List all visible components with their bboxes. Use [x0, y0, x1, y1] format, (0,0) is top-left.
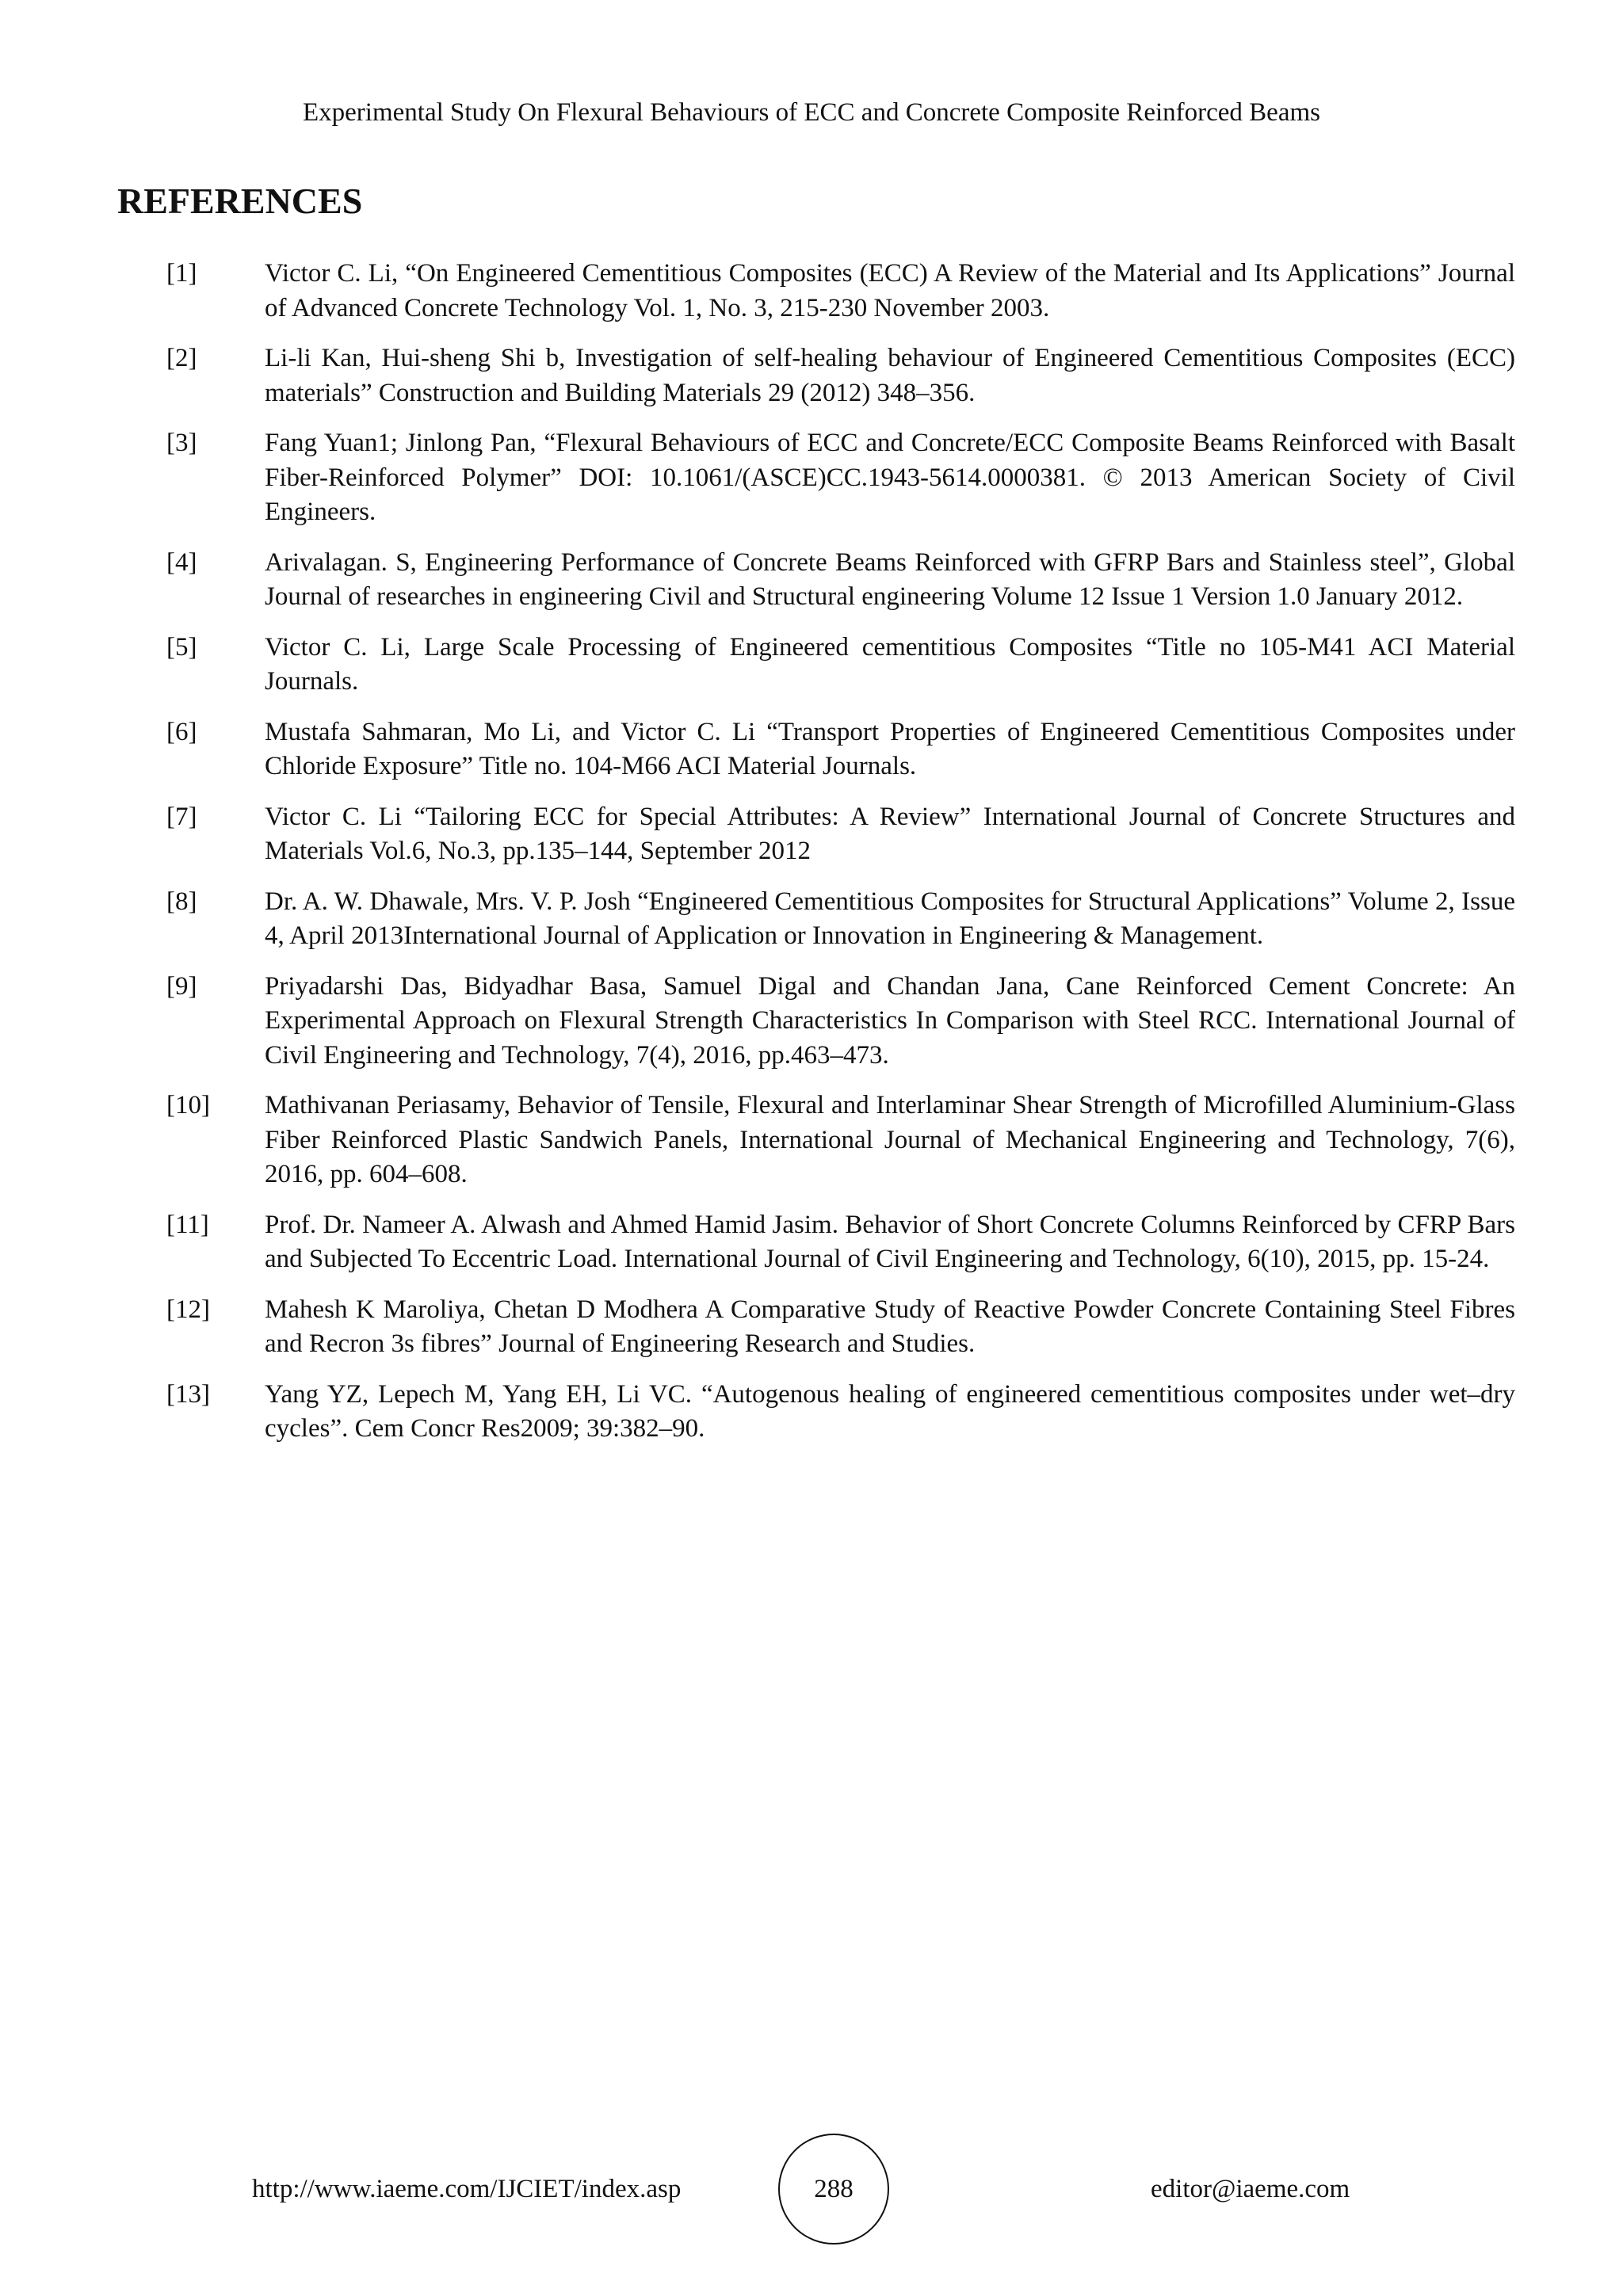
reference-item — [166, 1293, 1515, 1362]
reference-text: Yang YZ, Lepech M, Yang EH, Li VC. “Autogenous healing of engineered cementitious composites under wet–dry cycles”. Cem Concr Res2009; 39:382–90. — [265, 1379, 1515, 1443]
reference-text: Mahesh K Maroliya, Chetan D Modhera A Comparative Study of Reactive Powder Concrete Containing Steel Fibres and Recron 3s fibres” Journal of Engineering Research and Studies. — [265, 1295, 1515, 1358]
reference-item — [166, 546, 1515, 615]
reference-item — [166, 1208, 1515, 1277]
reference-number: [4] — [166, 547, 197, 577]
reference-number: [7] — [166, 802, 197, 831]
reference-number: [12] — [166, 1295, 210, 1324]
reference-text: Arivalagan. S, Engineering Performance of Concrete Beams Reinforced with GFRP Bars and Stainless steel”, Global Journal of researches in engineering Civil and Structural engineering Volume 12 Issue 1 Version 1.0 January 2012. — [265, 547, 1515, 611]
reference-number: [8] — [166, 887, 197, 916]
reference-item — [166, 426, 1515, 530]
reference-item — [166, 970, 1515, 1074]
reference-text: Fang Yuan1; Jinlong Pan, “Flexural Behaviours of ECC and Concrete/ECC Composite Beams Reinforced with Basalt Fiber-Reinforced Polymer” DOI: 10.1061/(ASCE)CC.1943-5614.0000381. © 2013 American Society of Civil Engineers. — [265, 429, 1515, 526]
page-number: 288 — [778, 2134, 889, 2245]
reference-item — [166, 1089, 1515, 1192]
editor-email-link[interactable]: editor@iaeme.com — [1151, 2175, 1350, 2203]
reference-text: Mathivanan Periasamy, Behavior of Tensile, Flexural and Interlaminar Shear Strength of Microfilled Aluminium-Glass Fiber Reinforced Plastic Sandwich Panels, International Journal of Mechanical Engineering and Technology, 7(6), 2016, pp. 604–608. — [265, 1091, 1515, 1188]
reference-text: Li-li Kan, Hui-sheng Shi b, Investigation of self-healing behaviour of Engineered Cementitious Composites (ECC) materials” Construction and Building Materials 29 (2012) 348–356. — [265, 344, 1515, 407]
reference-number: [2] — [166, 344, 197, 372]
reference-text: Dr. A. W. Dhawale, Mrs. V. P. Josh “Engineered Cementitious Composites for Structural Applications” Volume 2, Issue 4, April 2013International Journal of Application or Innovation in Engineering & Management. — [265, 887, 1515, 950]
reference-item — [166, 1378, 1515, 1447]
reference-item — [166, 341, 1515, 410]
running-header: Experimental Study On Flexural Behaviours of ECC and Concrete Composite Reinforced Beams — [303, 98, 1320, 127]
journal-url-link[interactable]: http://www.iaeme.com/IJCIET/index.asp — [252, 2175, 682, 2203]
reference-number: [13] — [166, 1379, 210, 1409]
reference-number: [11] — [166, 1210, 209, 1239]
section-title: REFERENCES — [117, 181, 363, 221]
reference-number: [6] — [166, 717, 197, 746]
reference-text: Priyadarshi Das, Bidyadhar Basa, Samuel Digal and Chandan Jana, Cane Reinforced Cement Concrete: An Experimental Approach on Flexural Strength Characteristics In Comparison with Steel RCC. International Journal of Civil Engineering and Technology, 7(4), 2016, pp.463–473. — [265, 971, 1515, 1070]
reference-text: Prof. Dr. Nameer A. Alwash and Ahmed Hamid Jasim. Behavior of Short Concrete Columns Reinforced by CFRP Bars and Subjected To Eccentric Load. International Journal of Civil Engineering and Technology, 6(10), 2015, pp. 15-24. — [265, 1210, 1515, 1273]
page-footer — [0, 2134, 1623, 2245]
reference-number: [1] — [166, 259, 197, 288]
reference-text: Victor C. Li, Large Scale Processing of Engineered cementitious Composites “Title no 105-M41 ACI Material Journals. — [265, 632, 1515, 696]
reference-text: Victor C. Li, “On Engineered Cementitious Composites (ECC) A Review of the Material and Its Applications” Journal of Advanced Concrete Technology Vol. 1, No. 3, 215-230 November 2003. — [265, 259, 1515, 322]
reference-number: [10] — [166, 1091, 210, 1119]
reference-number: [9] — [166, 971, 197, 1001]
reference-item — [166, 885, 1515, 954]
reference-item — [166, 800, 1515, 869]
reference-text: Mustafa Sahmaran, Mo Li, and Victor C. Li “Transport Properties of Engineered Cementitious Composites under Chloride Exposure” Title no. 104-M66 ACI Material Journals. — [265, 717, 1515, 780]
reference-item — [166, 631, 1515, 700]
reference-item — [166, 257, 1515, 326]
reference-text: Victor C. Li “Tailoring ECC for Special Attributes: A Review” International Journal of Concrete Structures and Materials Vol.6, No.3, pp.135–144, September 2012 — [265, 802, 1515, 865]
reference-number: [5] — [166, 632, 197, 662]
reference-item — [166, 715, 1515, 784]
reference-number: [3] — [166, 429, 197, 457]
reference-list — [166, 257, 1515, 1463]
